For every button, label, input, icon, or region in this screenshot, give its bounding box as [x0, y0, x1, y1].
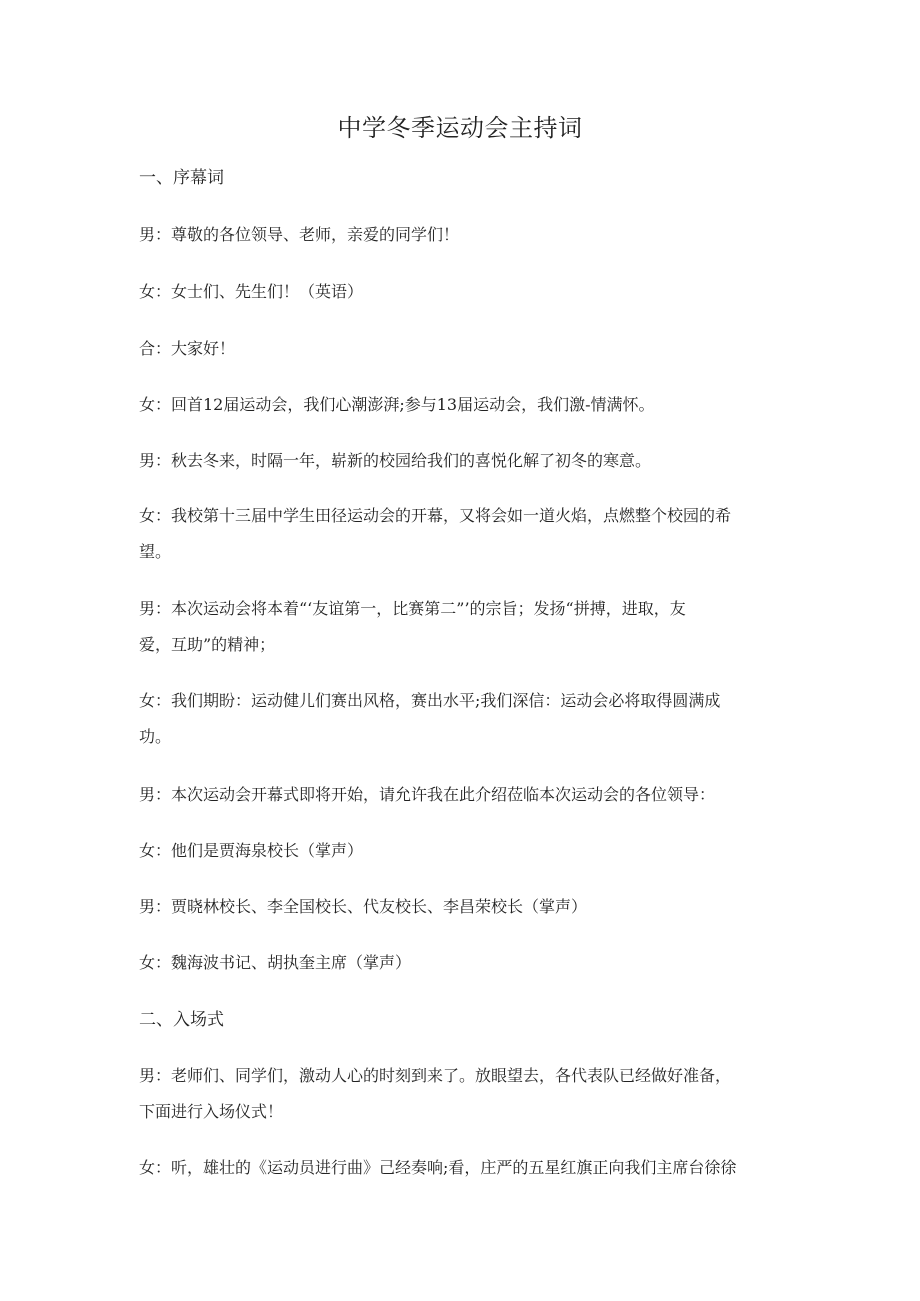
paragraph — [139, 691, 779, 747]
paragraph: 女：听，雄壮的《运动员进行曲》己经奏响;看，庄严的五星红旗正向我们主席台徐徐 — [139, 1158, 737, 1177]
paragraph — [139, 1066, 779, 1122]
paragraph-line: 女：我校第十三届中学生田径运动会的开幕，又将会如一道火焰，点燃整个校园的希 — [139, 506, 732, 525]
paragraph: 男：尊敬的各位领导、老师，亲爱的同学们！ — [139, 225, 460, 244]
paragraph-line: 女：我们期盼：运动健儿们赛出风格，赛出水平;我们深信：运动会必将取得圆满成 — [139, 691, 721, 710]
paragraph-line: 功。 — [139, 727, 172, 746]
paragraph: 女：女士们、先生们！（英语） — [139, 282, 364, 301]
paragraph: 女：他们是贾海泉校长（掌声） — [139, 841, 364, 860]
paragraph-line: 爱，互助”的精神； — [139, 635, 276, 654]
section-heading-prologue: 一、序幕词 — [139, 168, 224, 188]
paragraph — [139, 599, 779, 655]
section-heading-entrance: 二、入场式 — [139, 1010, 224, 1030]
paragraph — [139, 506, 779, 562]
paragraph-line: 男：老师们、同学们，激动人心的时刻到来了。放眼望去，各代表队已经做好准备， — [139, 1066, 732, 1085]
paragraph: 合：大家好！ — [139, 339, 236, 358]
paragraph: 男：秋去冬来，时隔一年，崭新的校园给我们的喜悦化解了初冬的寒意。 — [139, 451, 652, 470]
paragraph-line: 男：本次运动会将本着“‘友谊第一，比赛第二”’的宗旨；发扬“拼搏，进取，友 — [139, 599, 686, 618]
paragraph: 男：本次运动会开幕式即将开始，请允许我在此介绍莅临本次运动会的各位领导： — [139, 785, 716, 804]
paragraph-line: 望。 — [139, 542, 172, 561]
paragraph: 女：回首12届运动会，我们心潮澎湃;参与13届运动会，我们激-情满怀。 — [139, 395, 655, 414]
paragraph: 女：魏海波书记、胡执奎主席（掌声） — [139, 953, 412, 972]
document-title: 中学冬季运动会主持词 — [337, 114, 583, 142]
paragraph: 男：贾晓林校长、李全国校长、代友校长、李昌荣校长（掌声） — [139, 897, 588, 916]
paragraph-line: 下面进行入场仪式！ — [139, 1102, 284, 1121]
